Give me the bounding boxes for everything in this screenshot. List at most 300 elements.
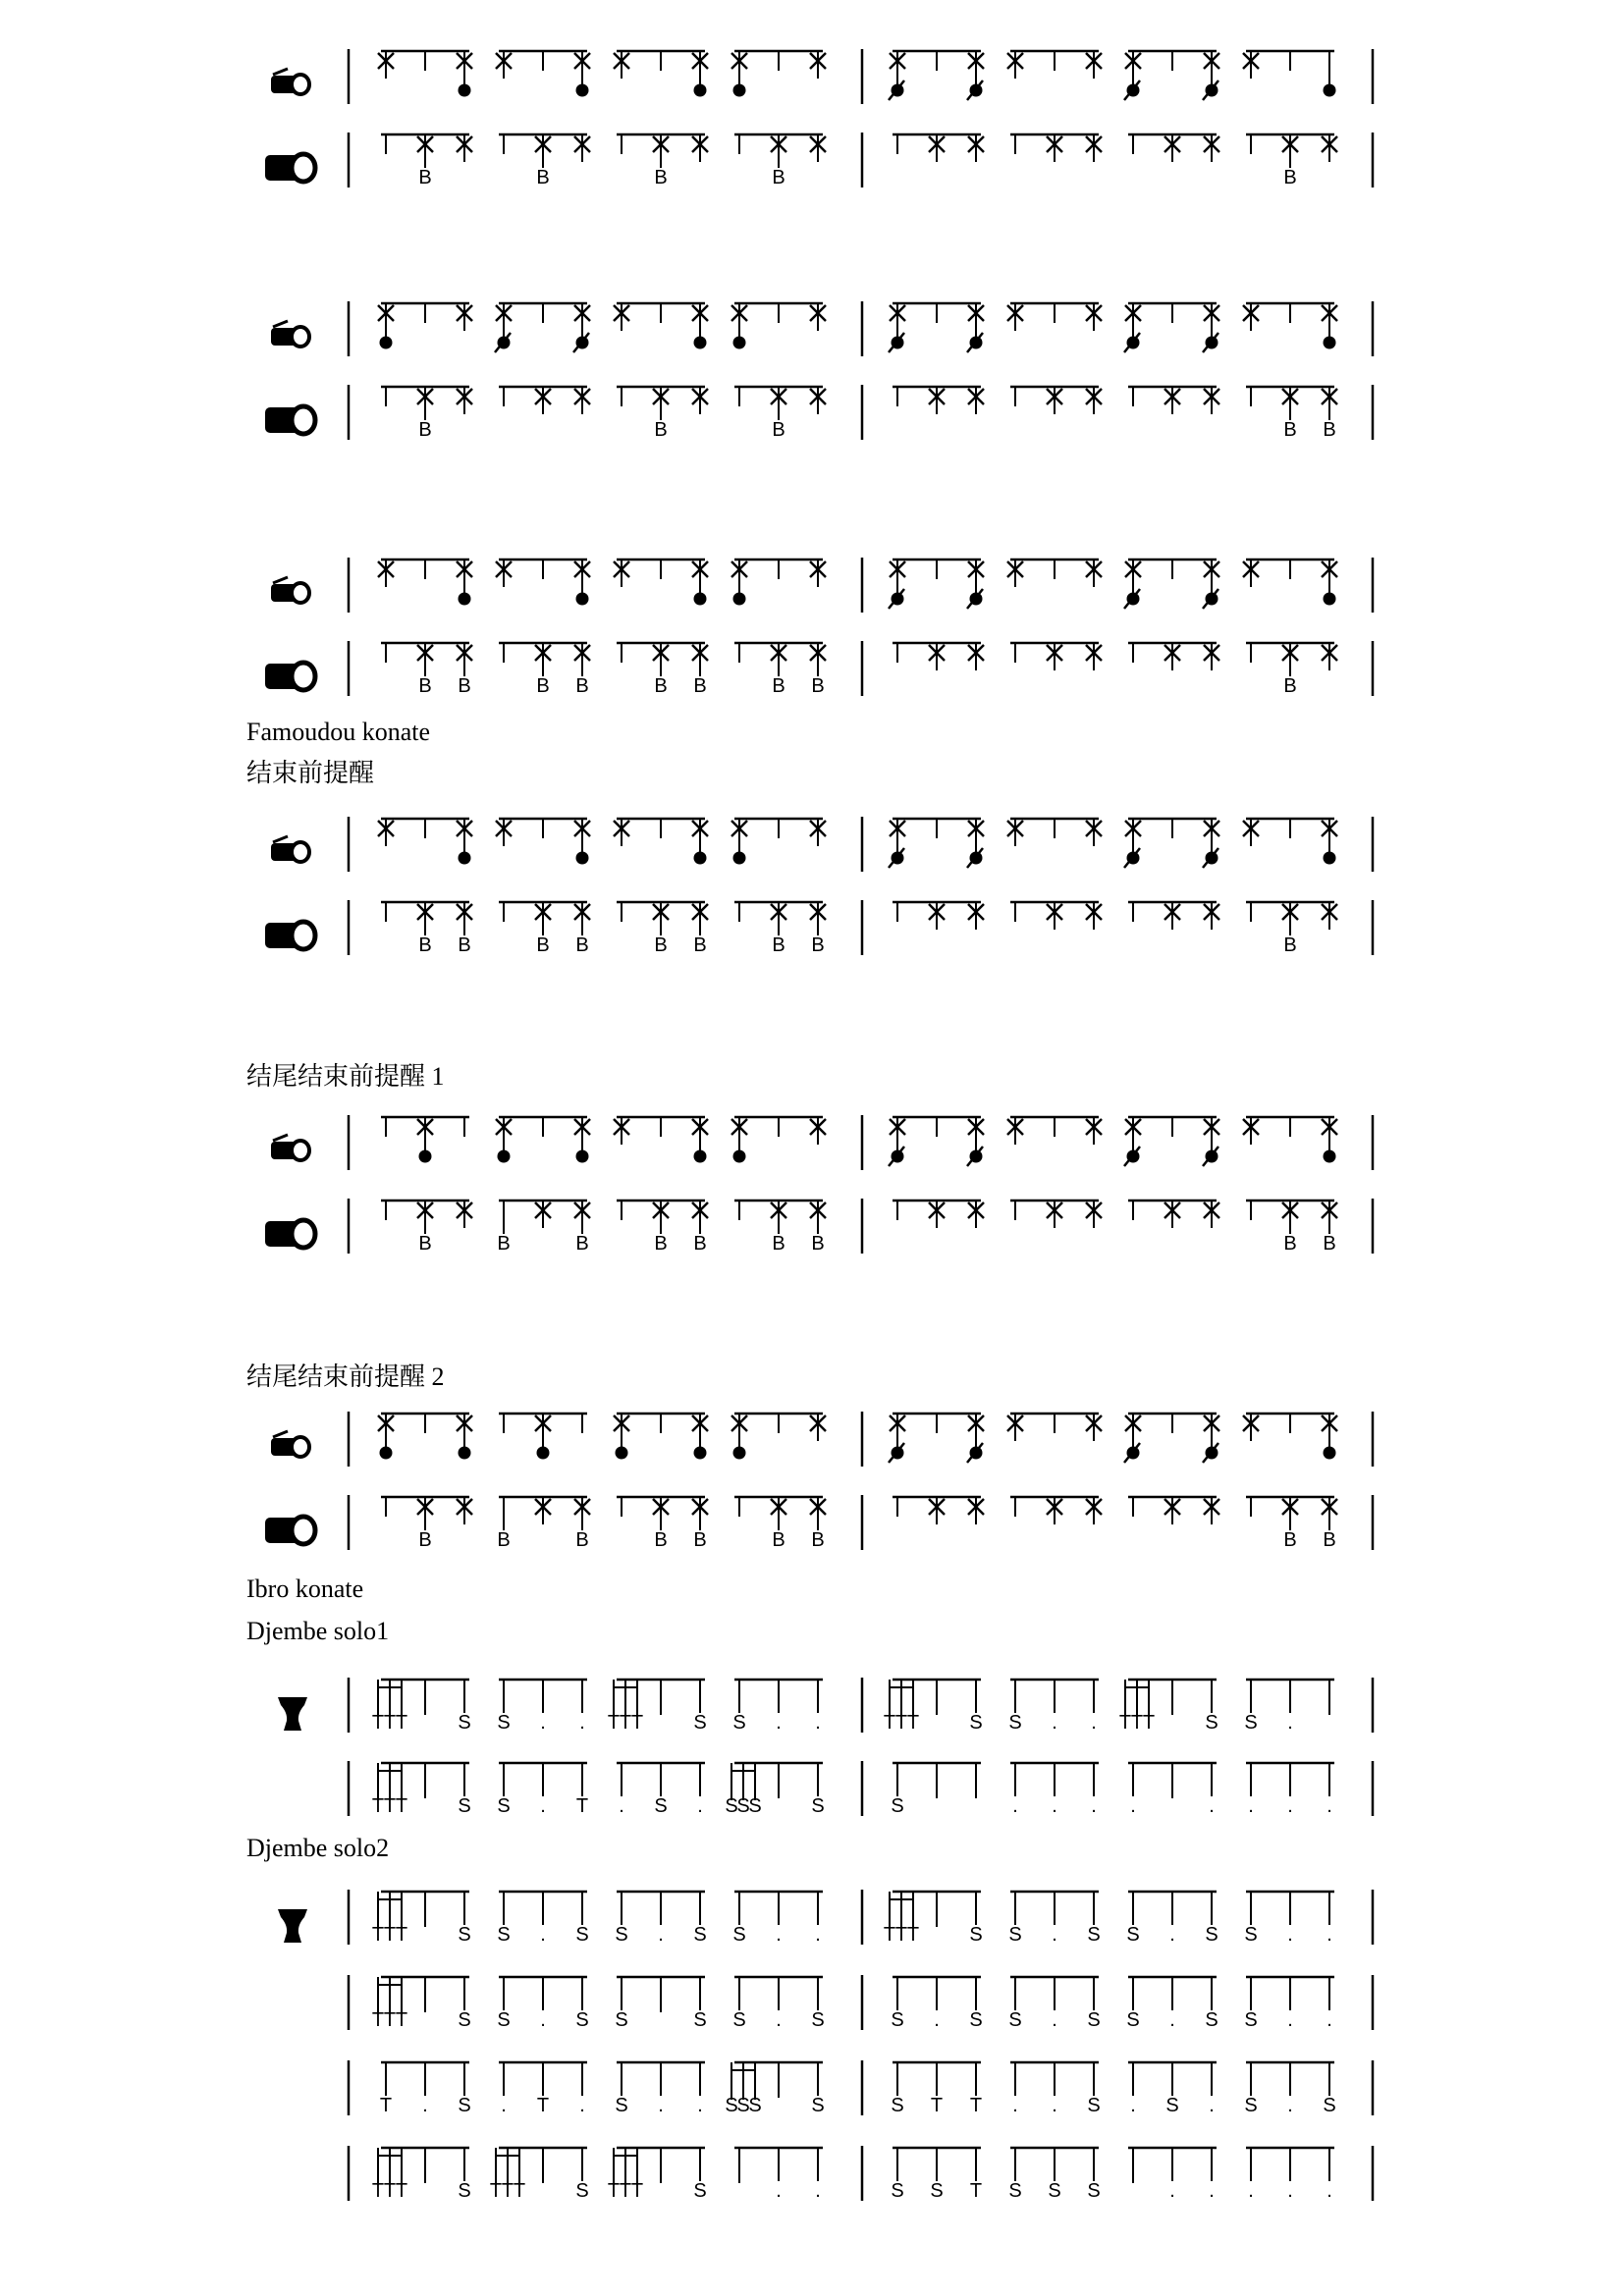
beat-group	[1246, 643, 1337, 697]
note-label: S	[811, 2095, 825, 2116]
note-label: B	[811, 1233, 825, 1255]
note-label: S	[458, 1712, 471, 1734]
note-label: T	[383, 1924, 397, 1946]
beat-group	[499, 2062, 587, 2116]
note-label: T	[906, 1924, 920, 1946]
note-label: T	[371, 2180, 385, 2202]
note-mark	[459, 852, 471, 865]
beat-group	[891, 2062, 982, 2116]
beat-group	[617, 134, 708, 188]
staff-system	[271, 1412, 1373, 1467]
note-label: .	[540, 2009, 546, 2031]
note-label: S	[891, 2095, 904, 2116]
staff-system	[271, 1115, 1373, 1170]
beat-group	[731, 51, 826, 97]
note-label: .	[1209, 2095, 1215, 2116]
beat-group	[499, 1414, 587, 1460]
note-label: B	[654, 1529, 668, 1551]
beat-group	[893, 134, 984, 162]
djembe-icon	[278, 1697, 307, 1731]
note-mark	[576, 593, 589, 606]
note-label: B	[418, 675, 432, 697]
note-mark	[576, 1150, 589, 1163]
note-label: S	[1008, 2009, 1022, 2031]
note-label: B	[654, 1233, 668, 1255]
staff-system	[349, 1975, 1373, 2031]
note-label: B	[693, 934, 707, 956]
note-label: B	[1323, 1233, 1336, 1255]
beat-group	[381, 1497, 472, 1551]
note-mark	[733, 1447, 746, 1460]
beat-group	[731, 1117, 826, 1163]
beat-group	[1128, 2148, 1217, 2202]
note-label: S	[693, 2009, 707, 2031]
note-label: S	[811, 1795, 825, 1817]
note-label: T	[1142, 1712, 1156, 1734]
beat-group	[1246, 1201, 1337, 1255]
beat-group	[617, 643, 708, 697]
section-label: 结尾结束前提醒 2	[246, 1362, 445, 1391]
note-label: B	[654, 934, 668, 956]
note-label: S	[1087, 2009, 1101, 2031]
note-label: S	[1126, 2009, 1140, 2031]
note-label: S	[969, 1712, 983, 1734]
note-label: S	[497, 1712, 511, 1734]
beat-group	[1124, 819, 1219, 868]
staff-system	[271, 817, 1373, 872]
staff-system	[265, 641, 1373, 697]
note-label: T	[513, 2180, 526, 2202]
note-label: .	[776, 1712, 782, 1734]
note-label: S	[458, 1924, 471, 1946]
beat-group	[617, 902, 708, 956]
note-label: B	[575, 675, 589, 697]
beat-group	[1243, 303, 1337, 349]
beat-group	[734, 902, 826, 956]
note-label: S	[1008, 1712, 1022, 1734]
note-mark	[459, 1447, 471, 1460]
beat-group	[1128, 643, 1219, 670]
note-label: B	[575, 934, 589, 956]
note-label: T	[383, 1795, 397, 1817]
note-label: S	[458, 2009, 471, 2031]
sangban-icon	[265, 922, 315, 949]
beat-group	[889, 560, 984, 609]
note-label: S	[1205, 1712, 1218, 1734]
note-mark	[380, 1447, 393, 1460]
beat-group	[1010, 387, 1102, 414]
beat-group	[380, 2062, 471, 2116]
beat-group	[381, 1117, 469, 1163]
beat-group	[497, 1680, 587, 1734]
note-label: B	[772, 167, 785, 188]
note-label: T	[607, 1712, 621, 1734]
section-label: Djembe solo1	[246, 1617, 390, 1645]
note-label: .	[1169, 2009, 1175, 2031]
beat-group	[608, 1680, 707, 1734]
note-label: .	[1326, 2009, 1332, 2031]
beat-group	[731, 303, 826, 349]
note-label: B	[536, 675, 550, 697]
beat-group	[1246, 1497, 1337, 1551]
beat-group	[1010, 643, 1102, 670]
beat-group	[372, 1977, 471, 2031]
note-label: .	[540, 1712, 546, 1734]
beat-group	[732, 1680, 823, 1734]
sangban-icon	[265, 1517, 315, 1544]
beat-group	[1119, 1680, 1218, 1734]
beat-group	[731, 560, 826, 606]
note-label: T	[883, 1712, 896, 1734]
note-label: S	[732, 1924, 746, 1946]
note-label: B	[1283, 419, 1297, 441]
beat-group	[1246, 902, 1337, 956]
note-label: .	[776, 1924, 782, 1946]
note-label: S	[575, 1924, 589, 1946]
note-mark	[537, 1447, 550, 1460]
note-label: B	[772, 934, 785, 956]
note-label: T	[630, 2180, 644, 2202]
note-label: S	[575, 2009, 589, 2031]
note-label: .	[1287, 2095, 1293, 2116]
note-label: S	[575, 2180, 589, 2202]
note-label: S	[1205, 1924, 1218, 1946]
note-label: S	[497, 2009, 511, 2031]
note-label: T	[536, 2095, 550, 2116]
beat-group	[1010, 134, 1102, 162]
note-label: .	[1287, 2009, 1293, 2031]
note-mark	[576, 852, 589, 865]
beat-group	[889, 51, 984, 100]
beat-group	[893, 1497, 984, 1524]
note-label: B	[1283, 675, 1297, 697]
beat-group	[731, 1414, 826, 1460]
sangban-icon	[265, 154, 315, 182]
beat-group	[725, 2062, 824, 2116]
beat-group	[1007, 819, 1102, 846]
beat-group	[499, 643, 590, 697]
beat-group	[1124, 1414, 1219, 1463]
note-label: .	[697, 1795, 703, 1817]
note-label: B	[1283, 934, 1297, 956]
note-label: T	[383, 2009, 397, 2031]
beat-group	[1246, 134, 1337, 188]
note-mark	[1324, 593, 1336, 606]
note-label: .	[1248, 1795, 1254, 1817]
note-label: B	[575, 1529, 589, 1551]
note-label: .	[1326, 1795, 1332, 1817]
beat-group	[378, 819, 472, 865]
staff-system	[265, 385, 1373, 441]
note-mark	[1324, 1447, 1336, 1460]
beat-group	[1124, 1117, 1219, 1166]
beat-group	[893, 902, 984, 930]
kenkeni-icon	[271, 1135, 309, 1160]
note-label: .	[1287, 1924, 1293, 1946]
beat-group	[497, 1892, 588, 1946]
beat-group	[617, 1201, 708, 1255]
note-mark	[733, 84, 746, 97]
note-label: S	[1126, 1924, 1140, 1946]
sangban-icon	[265, 406, 315, 434]
note-label: T	[383, 1712, 397, 1734]
note-label: .	[1052, 1712, 1057, 1734]
note-label: S	[1008, 2180, 1022, 2202]
note-label: S	[1048, 2180, 1061, 2202]
beat-group	[495, 303, 590, 352]
beat-group	[615, 1892, 706, 1946]
note-mark	[419, 1150, 432, 1163]
note-label: T	[906, 1712, 920, 1734]
note-label: .	[619, 1795, 624, 1817]
note-label: .	[1130, 2095, 1136, 2116]
beat-group	[1010, 2062, 1101, 2116]
note-label: .	[815, 1712, 821, 1734]
note-label: T	[383, 2180, 397, 2202]
beat-group	[1128, 2062, 1217, 2116]
beat-group	[1124, 303, 1219, 352]
note-label: T	[395, 1924, 408, 1946]
note-mark	[733, 852, 746, 865]
beat-group	[1128, 387, 1219, 414]
note-label: B	[693, 675, 707, 697]
note-label: S	[969, 1924, 983, 1946]
beat-group	[884, 1680, 983, 1734]
note-label: B	[811, 934, 825, 956]
beat-group	[615, 2062, 705, 2116]
note-label: T	[969, 2180, 983, 2202]
beat-group	[499, 134, 590, 188]
note-label: T	[371, 1795, 385, 1817]
beat-group	[1010, 1201, 1102, 1228]
note-label: S	[748, 2095, 762, 2116]
note-label: .	[540, 1924, 546, 1946]
beat-group	[1007, 303, 1102, 331]
staff-system	[265, 900, 1373, 956]
kenkeni-icon	[271, 321, 309, 347]
note-label: B	[1283, 167, 1297, 188]
note-label: .	[1287, 1712, 1293, 1734]
note-label: S	[736, 2095, 750, 2116]
note-label: S	[732, 1712, 746, 1734]
kenkeni-icon	[271, 69, 309, 94]
beat-group	[617, 1763, 705, 1817]
beat-group	[891, 1763, 981, 1817]
note-label: .	[934, 2009, 940, 2031]
staff-system	[278, 1890, 1373, 1946]
note-label: .	[776, 2009, 782, 2031]
note-label: S	[458, 1795, 471, 1817]
beat-group	[381, 134, 472, 188]
note-label: .	[1012, 2095, 1018, 2116]
note-label: .	[1326, 1924, 1332, 1946]
note-label: S	[1087, 2180, 1101, 2202]
kenkeni-icon	[271, 836, 309, 862]
beat-group	[378, 51, 472, 97]
note-label: S	[930, 2180, 944, 2202]
beat-group	[889, 819, 984, 868]
note-label: B	[772, 419, 785, 441]
beat-group	[1244, 1892, 1334, 1946]
staff-system	[265, 1495, 1373, 1551]
beat-group	[731, 819, 826, 865]
note-label: S	[736, 1795, 750, 1817]
beat-group	[499, 387, 590, 414]
note-label: S	[969, 2009, 983, 2031]
note-mark	[694, 593, 707, 606]
note-label: T	[607, 2180, 621, 2202]
note-label: S	[725, 2095, 738, 2116]
beat-group	[1244, 1680, 1334, 1734]
beat-group	[1008, 1892, 1100, 1946]
beat-group	[614, 819, 708, 865]
note-mark	[1324, 852, 1336, 865]
beat-group	[381, 643, 472, 697]
note-label: S	[693, 1924, 707, 1946]
note-label: .	[501, 2095, 507, 2116]
note-label: S	[1244, 1924, 1258, 1946]
beat-group	[893, 643, 984, 670]
note-mark	[733, 337, 746, 349]
note-label: B	[418, 934, 432, 956]
note-label: T	[395, 1795, 408, 1817]
note-label: B	[772, 1529, 785, 1551]
beat-group	[891, 1977, 982, 2031]
note-label: B	[536, 934, 550, 956]
note-label: .	[1130, 1795, 1136, 1817]
beat-group	[732, 1892, 823, 1946]
note-label: .	[1209, 1795, 1215, 1817]
note-label: B	[693, 1233, 707, 1255]
note-label: S	[1244, 1712, 1258, 1734]
beat-group	[496, 1117, 590, 1163]
note-label: S	[891, 2009, 904, 2031]
note-label: .	[1091, 1795, 1097, 1817]
note-mark	[1324, 337, 1336, 349]
note-label: .	[815, 2180, 821, 2202]
beat-group	[617, 1497, 708, 1551]
note-label: S	[1244, 2009, 1258, 2031]
beat-group	[614, 560, 708, 606]
note-label: B	[458, 675, 471, 697]
beat-group	[496, 51, 590, 97]
note-label: S	[1244, 2095, 1258, 2116]
note-label: .	[1052, 1924, 1057, 1946]
beat-group	[1007, 1117, 1102, 1145]
note-label: S	[654, 1795, 668, 1817]
beat-group	[1124, 51, 1219, 100]
note-label: .	[579, 2095, 585, 2116]
note-mark	[694, 1150, 707, 1163]
beat-group	[734, 1497, 826, 1551]
note-label: .	[1209, 2180, 1215, 2202]
note-mark	[733, 593, 746, 606]
djembe-icon	[278, 1909, 307, 1943]
note-label: B	[418, 167, 432, 188]
note-label: T	[930, 2095, 944, 2116]
beat-group	[1008, 1977, 1100, 2031]
note-label: T	[379, 2095, 393, 2116]
beat-group	[497, 1763, 588, 1817]
sangban-icon	[265, 663, 315, 690]
note-label: .	[658, 2095, 664, 2116]
note-label: B	[458, 934, 471, 956]
note-label: .	[815, 1924, 821, 1946]
beat-group	[378, 1414, 472, 1460]
note-label: .	[658, 1924, 664, 1946]
beat-group	[1008, 1680, 1099, 1734]
note-label: T	[371, 2009, 385, 2031]
section-label: Djembe solo2	[246, 1834, 390, 1862]
note-label: T	[619, 2180, 632, 2202]
beat-group	[490, 2148, 589, 2202]
note-label: B	[1283, 1233, 1297, 1255]
beat-group	[889, 303, 984, 352]
note-label: S	[497, 1924, 511, 1946]
note-label: .	[422, 2095, 428, 2116]
note-label: S	[1205, 2009, 1218, 2031]
kenkeni-icon	[271, 1431, 309, 1457]
beat-group	[1243, 1414, 1337, 1460]
note-label: S	[1323, 2095, 1336, 2116]
note-mark	[694, 84, 707, 97]
note-label: S	[615, 1924, 628, 1946]
beat-group	[372, 1892, 471, 1946]
beat-group	[1244, 2062, 1335, 2116]
note-label: S	[1008, 1924, 1022, 1946]
note-label: S	[732, 2009, 746, 2031]
beat-group	[497, 1497, 590, 1551]
beat-group	[1128, 1497, 1219, 1524]
note-label: B	[811, 1529, 825, 1551]
beat-group	[1246, 387, 1337, 441]
staff-system	[349, 2060, 1373, 2116]
note-label: .	[1169, 2180, 1175, 2202]
beat-group	[378, 303, 472, 349]
beat-group	[732, 1977, 824, 2031]
kenkeni-icon	[271, 577, 309, 603]
note-label: B	[654, 419, 668, 441]
note-mark	[616, 1447, 628, 1460]
note-label: .	[540, 1795, 546, 1817]
note-label: S	[1087, 1924, 1101, 1946]
beat-group	[1010, 1763, 1099, 1817]
section-label: 结尾结束前提醒 1	[246, 1062, 445, 1091]
note-label: B	[1323, 419, 1336, 441]
staff-system	[271, 49, 1373, 104]
beat-group	[725, 1763, 824, 1817]
note-label: S	[725, 1795, 738, 1817]
beat-group	[1010, 902, 1102, 930]
staff-system	[271, 301, 1373, 356]
note-label: S	[748, 1795, 762, 1817]
beat-group	[378, 560, 472, 606]
note-mark	[733, 1150, 746, 1163]
note-label: B	[497, 1233, 511, 1255]
beat-group	[1128, 1201, 1219, 1228]
note-label: S	[811, 2009, 825, 2031]
note-label: B	[654, 167, 668, 188]
note-label: B	[575, 1233, 589, 1255]
beat-group	[614, 1117, 708, 1163]
beat-group	[1007, 51, 1102, 79]
beat-group	[891, 2148, 982, 2202]
note-label: T	[969, 2095, 983, 2116]
note-label: S	[615, 2009, 628, 2031]
beat-group	[1126, 1977, 1218, 2031]
beat-group	[1243, 819, 1337, 865]
note-label: S	[693, 2180, 707, 2202]
